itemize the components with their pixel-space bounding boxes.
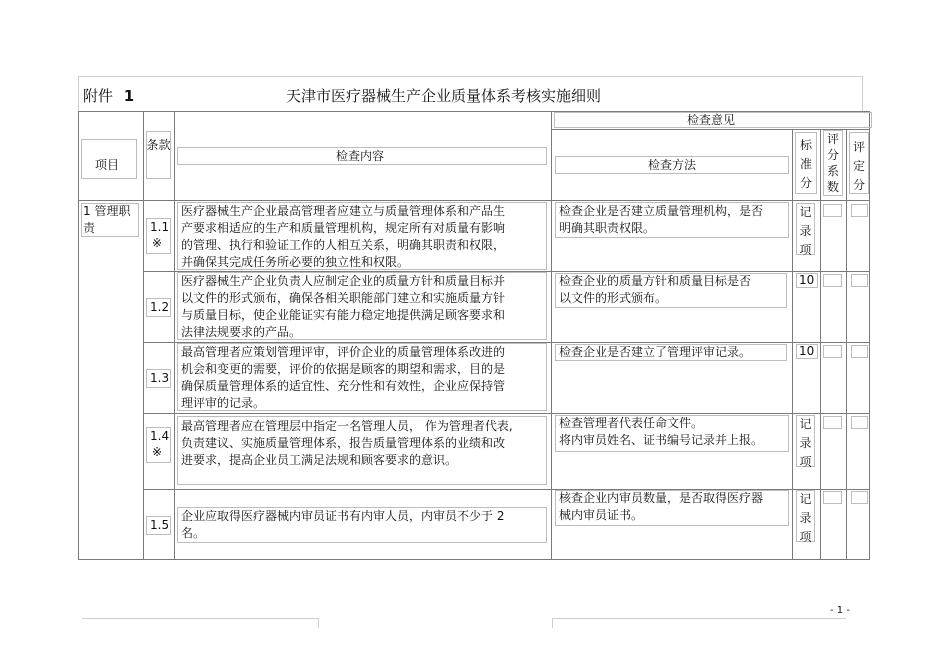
key-mark: ※ <box>152 236 163 250</box>
header-score-coef: 评分系数 <box>826 132 839 194</box>
clause-number: 1.5 <box>150 518 170 532</box>
method-line: 明确其职责权限。 <box>559 221 656 235</box>
clause-number: 1.2 <box>150 300 170 314</box>
content-line: 与质量目标，使企业能证实有能力稳定地提供满足顾客要求和 <box>181 308 506 322</box>
content-line: 确保质量管理体系的适宜性、充分性和有效性，企业应保持管 <box>181 379 506 393</box>
content-line: 医疗器械生产企业最高管理者应建立与质量管理体系和产品生 <box>181 204 506 218</box>
rating-cell <box>851 274 868 287</box>
method-line: 检查企业是否建立质量管理机构，是否 <box>559 204 764 218</box>
clause-number: 1.1 <box>150 220 170 234</box>
method-line: 以文件的形式颁布。 <box>559 291 668 305</box>
content-line: 负责建议、实施质量管理体系，报告质量管理体系的业绩和改 <box>181 436 506 450</box>
content-line: 理评审的记录。 <box>181 396 266 410</box>
table-left-border <box>78 111 79 560</box>
header-opinion: 检查意见 <box>687 113 736 127</box>
rating-cell <box>851 416 868 429</box>
footer-tick-right <box>552 618 553 628</box>
coef-cell <box>823 204 842 217</box>
table-bottom-border <box>78 559 869 560</box>
content-line: 以文件的形式颁布，确保各相关职能部门建立和实施质量方针 <box>181 291 506 305</box>
attachment-header <box>83 86 134 106</box>
content-line: 机会和变更的需要，评价的依据是顾客的期望和需求，目的是 <box>181 362 506 376</box>
frame-left-line <box>78 76 79 112</box>
col-divider-standard <box>820 129 821 560</box>
header-bottom-border <box>78 200 869 201</box>
footer-tick-left <box>318 618 319 628</box>
row-divider-3 <box>143 413 869 414</box>
opinion-divider <box>551 129 869 130</box>
standard-score: 记录项 <box>799 492 812 544</box>
content-line: 法律法规要求的产品。 <box>181 325 302 339</box>
method-line: 检查管理者代表任命文件。 <box>559 416 704 430</box>
method-line: 械内审员证书。 <box>559 508 644 522</box>
col-divider-coef <box>846 129 847 560</box>
frame-top-line <box>78 76 862 77</box>
coef-cell <box>823 491 842 504</box>
page-number: - 1 - <box>830 605 850 616</box>
header-standard-score: 标准分 <box>799 138 812 190</box>
header-item: 项目 <box>95 158 120 172</box>
col-divider-method <box>792 129 793 560</box>
method-line: 核查企业内审员数量，是否取得医疗器 <box>559 491 764 505</box>
rating-cell <box>851 204 868 217</box>
standard-score: 记录项 <box>799 205 812 257</box>
section-label: 1 管理职责 <box>83 204 131 235</box>
rating-cell <box>851 491 868 504</box>
content-line: 最高管理者应在管理层中指定一名管理人员， 作为管理者代表, <box>181 419 513 433</box>
header-clause: 条款 <box>146 138 171 152</box>
footer-line-right <box>552 618 846 619</box>
content-line: 名。 <box>181 526 206 540</box>
clause-number: 1.4 <box>150 429 170 443</box>
content-line: 进要求，提高企业员工满足法规和顾客要求的意识。 <box>181 453 458 467</box>
key-mark: ※ <box>152 445 163 459</box>
content-line: 产要求相适应的生产和质量管理机构，规定所有对质量有影响 <box>181 221 506 235</box>
content-line: 并确保其完成任务所必要的独立性和权限。 <box>181 255 410 269</box>
content-line: 医疗器械生产企业负责人应制定企业的质量方针和质量目标并 <box>181 274 506 288</box>
content-line: 企业应取得医疗器械内审员证书有内审人员，内审员不少于 2 <box>181 509 505 523</box>
standard-score: 记录项 <box>799 417 812 469</box>
col-divider-item <box>143 111 144 560</box>
content-line: 的管理、执行和验证工作的人相互关系，明确其职责和权限， <box>181 238 506 252</box>
rating-cell <box>851 345 868 358</box>
footer-line-left <box>82 618 318 619</box>
attachment-label: 附件 <box>83 87 114 105</box>
table-right-border <box>869 111 870 560</box>
standard-score: 10 <box>799 344 815 358</box>
method-line: 将内审员姓名、证书编号记录并上报。 <box>559 433 764 447</box>
attachment-number: 1 <box>123 87 135 105</box>
header-content: 检查内容 <box>336 149 385 163</box>
frame-right-line <box>862 76 863 112</box>
header-rating: 评定分 <box>852 140 865 192</box>
col-divider-clause <box>174 111 175 560</box>
coef-cell <box>823 274 842 287</box>
coef-cell <box>823 416 842 429</box>
col-divider-content <box>551 111 552 560</box>
coef-cell <box>823 345 842 358</box>
header-method: 检查方法 <box>648 158 697 172</box>
clause-number: 1.3 <box>150 371 170 385</box>
method-line: 检查企业是否建立了管理评审记录。 <box>559 345 752 359</box>
page-title: 天津市医疗器械生产企业质量体系考核实施细则 <box>286 87 602 105</box>
content-line: 最高管理者应策划管理评审，评价企业的质量管理体系改进的 <box>181 345 506 359</box>
method-line: 检查企业的质量方针和质量目标是否 <box>559 274 752 288</box>
standard-score: 10 <box>799 273 815 287</box>
